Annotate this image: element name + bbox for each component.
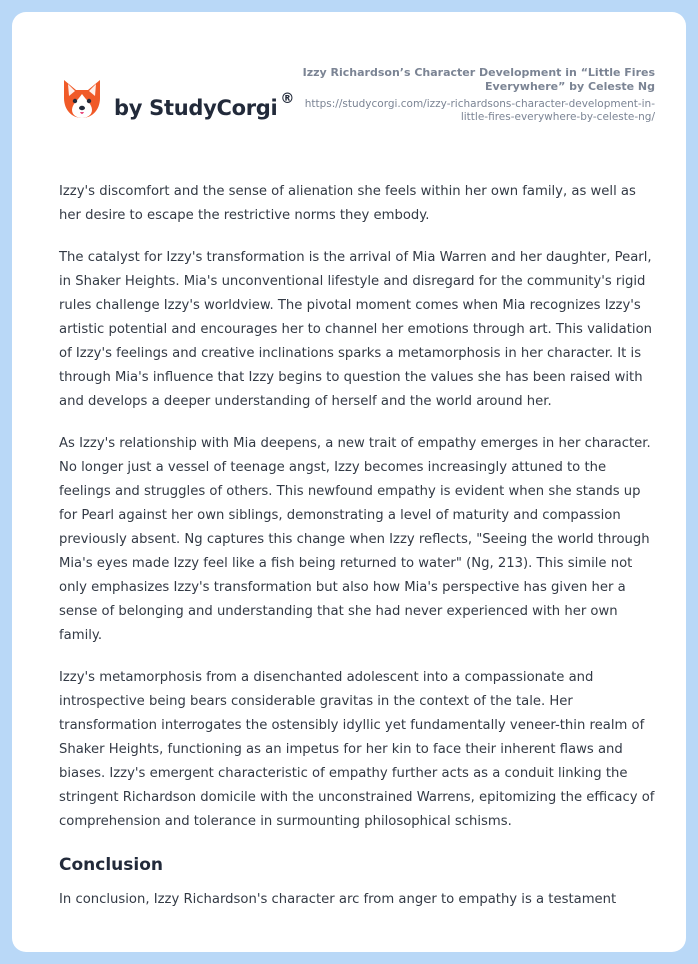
document-title: Izzy Richardson’s Character Development in “Little Fires Everywhere” by Celeste Ng [302, 66, 655, 93]
document-page [12, 12, 686, 952]
paragraph: The catalyst for Izzy's transformation is the arrival of Mia Warren and her daughter, Pearl, in Shaker Heights. Mia's unconventional lifestyle and disregard for the community's rigid rules challenge Izzy's worldview. The pivotal moment comes when Mia recognizes Izzy's artistic potential and encourages her to channel her emotions through art. This validation of Izzy's feelings and creative inclinations sparks a metamorphosis in her character. It is through Mia's influence that Izzy begins to question the values she has been raised with and develops a deeper understanding of herself and the world around her. [59, 250, 652, 409]
document-body [59, 180, 659, 930]
conclusion-heading: Conclusion [59, 855, 163, 875]
paragraph: Izzy's discomfort and the sense of alienation she feels within her own family, as well as her desire to escape the restrictive norms they embody. [59, 184, 636, 223]
conclusion-paragraph: In conclusion, Izzy Richardson's character arc from anger to empathy is a testament [59, 892, 617, 907]
page-header [12, 12, 686, 152]
paragraph: As Izzy's relationship with Mia deepens, a new trait of empathy emerges in her character. No longer just a vessel of teenage angst, Izzy becomes increasingly attuned to the feelings and struggles of others. This newfound empathy is evident when she stands up for Pearl against her own siblings, demonstrating a level of maturity and compassion previously absent. Ng captures this change when Izzy reflects, "Seeing the world through Mia's eyes made Izzy feel like a fish being returned to water" (Ng, 213). This simile not only emphasizes Izzy's transformation but also how Mia's perspective has given her a sense of belonging and understanding that she had never experienced with her own family. [59, 436, 651, 643]
document-meta [295, 66, 655, 124]
document-url[interactable]: https://studycorgi.com/izzy-richardsons-character-development-in-little-fires-everywhere-by-celeste-ng/ [304, 98, 655, 123]
registered-mark: ® [280, 91, 295, 107]
corgi-head-icon [60, 76, 104, 122]
studycorgi-logo[interactable] [60, 76, 300, 136]
brand-name: by StudyCorgi ® [114, 91, 295, 120]
paragraph: Izzy's metamorphosis from a disenchanted adolescent into a compassionate and introspective being bears considerable gravitas in the context of the tale. Her transformation interrogates the ostensibly idyllic yet fundamentally veneer-thin realm of Shaker Heights, functioning as an impetus for her kin to face their inherent flaws and biases. Izzy's emergent characteristic of empathy further acts as a conduit linking the stringent Richardson domicile with the unconstrained Warrens, epitomizing the efficacy of comprehension and tolerance in surmounting philosophical schisms. [59, 670, 655, 829]
